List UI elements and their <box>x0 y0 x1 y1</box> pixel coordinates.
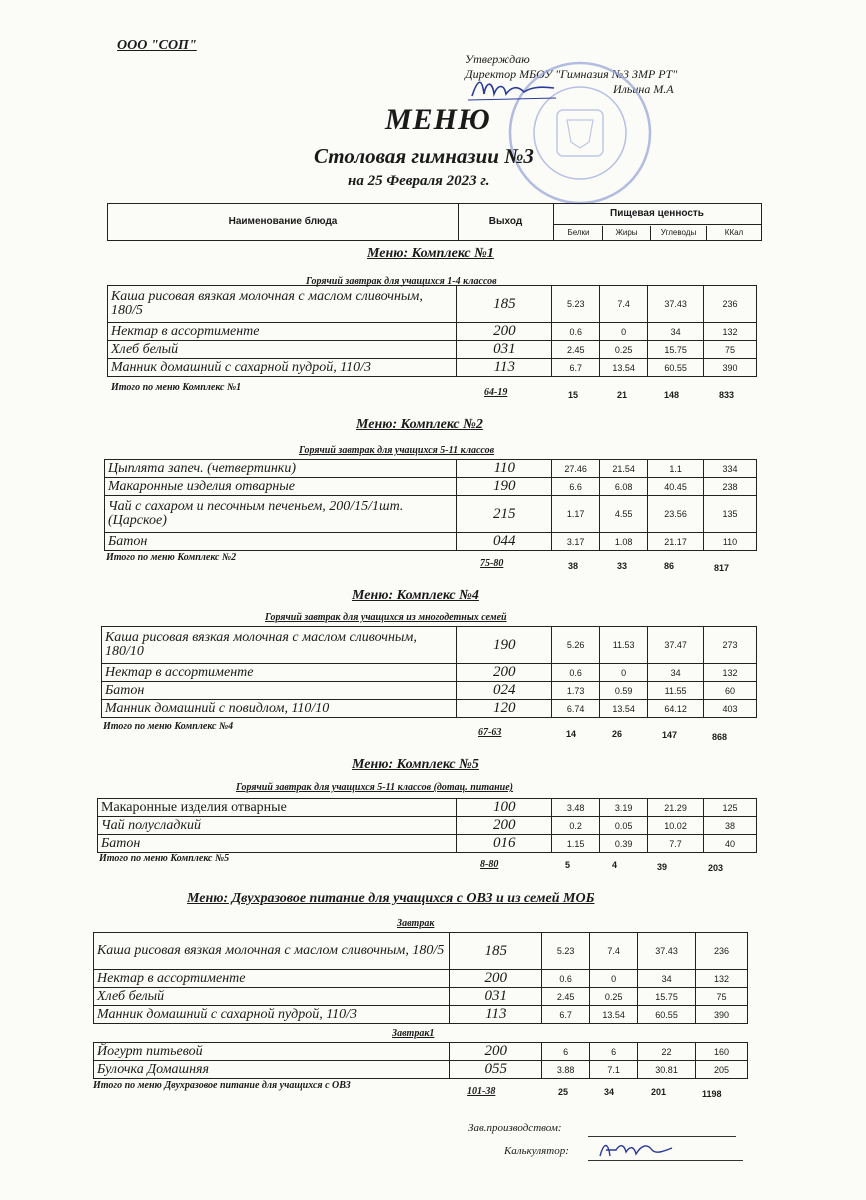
production-signature-line <box>588 1136 736 1137</box>
dish-kcal: 390 <box>704 359 757 377</box>
dish-proteins: 27.46 <box>552 460 600 478</box>
director-name: Ильина М.А <box>613 82 674 96</box>
dish-proteins: 3.17 <box>552 533 600 551</box>
approve-line: Утверждаю <box>465 52 530 66</box>
table-row <box>102 664 757 682</box>
dish-name: Чай с сахаром и песочным печеньем, 200/15/1шт. (Царское) <box>105 496 457 533</box>
dish-proteins: 3.88 <box>542 1061 590 1079</box>
dish-carbs: 22 <box>638 1043 696 1061</box>
dish-kcal: 60 <box>704 682 757 700</box>
dish-fats: 0 <box>590 970 638 988</box>
dish-name: Каша рисовая вязкая молочная с маслом сливочным, 180/5 <box>108 286 457 323</box>
organization-name: ООО "СОП" <box>117 38 197 53</box>
dish-name: Цыплята запеч. (четвертинки) <box>105 460 457 478</box>
dish-fats: 0.05 <box>600 817 648 835</box>
dish-output: 031 <box>450 988 542 1006</box>
dish-carbs: 34 <box>648 323 704 341</box>
total-price-complex-1: 64-19 <box>484 387 508 398</box>
dish-output: 190 <box>457 627 552 664</box>
dish-proteins: 6.7 <box>552 359 600 377</box>
dish-fats: 7.1 <box>590 1061 638 1079</box>
calculator-label: Калькулятор: <box>504 1145 569 1157</box>
table-row <box>94 970 748 988</box>
dish-proteins: 0.6 <box>552 323 600 341</box>
dish-fats: 13.54 <box>600 359 648 377</box>
total-label-complex-1: Итого по меню Комплекс №1 <box>111 382 242 393</box>
dish-carbs: 37.43 <box>648 286 704 323</box>
dish-kcal: 132 <box>704 664 757 682</box>
total-fats: 26 <box>612 729 623 739</box>
dish-carbs: 10.02 <box>648 817 704 835</box>
page-subtitle: Столовая гимназии №3 <box>314 144 534 168</box>
table-row <box>98 817 757 835</box>
total-kcal: 1198 <box>702 1089 722 1099</box>
dish-proteins: 1.17 <box>552 496 600 533</box>
dish-output: 110 <box>457 460 552 478</box>
dish-fats: 0 <box>600 664 648 682</box>
menu-table-complex-2 <box>104 459 757 551</box>
dish-kcal: 205 <box>696 1061 748 1079</box>
dish-carbs: 37.47 <box>648 627 704 664</box>
page-title: МЕНЮ <box>385 103 491 136</box>
dish-output: 200 <box>450 970 542 988</box>
dish-fats: 13.54 <box>590 1006 638 1024</box>
dish-name: Нектар в ассортименте <box>102 664 457 682</box>
dish-carbs: 21.17 <box>648 533 704 551</box>
dish-kcal: 403 <box>704 700 757 718</box>
dish-name: Макаронные изделия отварные <box>98 799 457 817</box>
dish-kcal: 135 <box>704 496 757 533</box>
menu-date: на 25 Февраля 2023 г. <box>348 173 490 189</box>
menu-table-complex-1 <box>107 285 757 377</box>
dish-carbs: 7.7 <box>648 835 704 853</box>
dish-carbs: 40.45 <box>648 478 704 496</box>
dish-kcal: 236 <box>696 933 748 970</box>
header-carbs: Углеводы <box>651 226 707 240</box>
dish-name: Чай полусладкий <box>98 817 457 835</box>
total-kcal: 833 <box>719 390 735 400</box>
total-price-ovz: 101-38 <box>467 1086 496 1097</box>
dish-proteins: 0.2 <box>552 817 600 835</box>
calculator-signature <box>596 1138 676 1162</box>
total-carbs: 201 <box>651 1087 667 1097</box>
dish-output: 113 <box>457 359 552 377</box>
header-output: Выход <box>458 204 554 240</box>
dish-name: Нектар в ассортименте <box>108 323 457 341</box>
dish-fats: 0 <box>600 323 648 341</box>
dish-fats: 0.25 <box>590 988 638 1006</box>
table-row <box>105 533 757 551</box>
header-nutrition: Пищевая ценность <box>553 204 761 225</box>
total-kcal: 868 <box>712 732 728 742</box>
dish-name: Манник домашний с сахарной пудрой, 110/3 <box>94 1006 450 1024</box>
header-kcal: ККал <box>724 228 744 237</box>
table-row <box>108 359 757 377</box>
total-fats: 34 <box>604 1087 615 1097</box>
dish-output: 190 <box>457 478 552 496</box>
header-proteins: Белки <box>555 226 603 240</box>
dish-output: 113 <box>450 1006 542 1024</box>
dish-output: 200 <box>457 323 552 341</box>
dish-output: 100 <box>457 799 552 817</box>
dish-proteins: 6.7 <box>542 1006 590 1024</box>
dish-kcal: 40 <box>704 835 757 853</box>
dish-output: 031 <box>457 341 552 359</box>
dish-carbs: 15.75 <box>648 341 704 359</box>
dish-fats: 1.08 <box>600 533 648 551</box>
total-kcal: 817 <box>714 563 730 573</box>
section-subtitle-complex-5: Горячий завтрак для учащихся 5-11 классов (дотац. питание) <box>236 782 513 793</box>
dish-proteins: 2.45 <box>542 988 590 1006</box>
dish-name: Батон <box>105 533 457 551</box>
dish-proteins: 0.6 <box>542 970 590 988</box>
dish-kcal: 38 <box>704 817 757 835</box>
total-proteins: 14 <box>566 729 577 739</box>
table-row <box>105 460 757 478</box>
dish-carbs: 1.1 <box>648 460 704 478</box>
dish-output: 185 <box>457 286 552 323</box>
dish-name: Батон <box>102 682 457 700</box>
total-label-ovz: Итого по меню Двухразовое питание для учащихся с ОВЗ <box>93 1080 351 1091</box>
dish-fats: 6 <box>590 1043 638 1061</box>
table-row <box>105 496 757 533</box>
section-title-complex-5: Меню: Комплекс №5 <box>352 757 479 772</box>
dish-carbs: 34 <box>648 664 704 682</box>
dish-carbs: 37.43 <box>638 933 696 970</box>
dish-output: 120 <box>457 700 552 718</box>
total-kcal: 203 <box>708 863 724 873</box>
dish-output: 024 <box>457 682 552 700</box>
table-row <box>108 286 757 323</box>
dish-output: 016 <box>457 835 552 853</box>
dish-kcal: 160 <box>696 1043 748 1061</box>
dish-proteins: 1.73 <box>552 682 600 700</box>
table-row <box>94 988 748 1006</box>
table-row <box>105 478 757 496</box>
dish-kcal: 132 <box>696 970 748 988</box>
total-fats: 4 <box>612 860 618 870</box>
dish-output: 200 <box>450 1043 542 1061</box>
total-carbs: 39 <box>657 862 668 872</box>
total-carbs: 147 <box>662 730 678 740</box>
dish-fats: 3.19 <box>600 799 648 817</box>
table-row <box>94 933 748 970</box>
dish-output: 215 <box>457 496 552 533</box>
dish-name: Каша рисовая вязкая молочная с маслом сливочным, 180/5 <box>94 933 450 970</box>
dish-name: Манник домашний с повидлом, 110/10 <box>102 700 457 718</box>
dish-output: 055 <box>450 1061 542 1079</box>
dish-output: 044 <box>457 533 552 551</box>
dish-output: 200 <box>457 664 552 682</box>
section-title-complex-2: Меню: Комплекс №2 <box>356 417 483 432</box>
section-subtitle-breakfast1: Завтрак1 <box>392 1028 435 1039</box>
total-label-complex-2: Итого по меню Комплекс №2 <box>106 552 237 563</box>
dish-carbs: 11.55 <box>648 682 704 700</box>
table-row <box>108 323 757 341</box>
total-fats: 21 <box>617 390 628 400</box>
dish-fats: 11.53 <box>600 627 648 664</box>
dish-carbs: 23.56 <box>648 496 704 533</box>
dish-proteins: 5.23 <box>542 933 590 970</box>
table-row <box>94 1043 748 1061</box>
dish-proteins: 3.48 <box>552 799 600 817</box>
dish-kcal: 110 <box>704 533 757 551</box>
total-proteins: 25 <box>558 1087 569 1097</box>
total-carbs: 148 <box>664 390 680 400</box>
dish-name: Батон <box>98 835 457 853</box>
section-subtitle-complex-2: Горячий завтрак для учащихся 5-11 классов <box>299 445 495 456</box>
dish-kcal: 334 <box>704 460 757 478</box>
dish-output: 200 <box>457 817 552 835</box>
menu-table-ovz-breakfast1 <box>93 1042 748 1079</box>
total-fats: 33 <box>617 561 628 571</box>
dish-name: Макаронные изделия отварные <box>105 478 457 496</box>
table-row <box>98 835 757 853</box>
dish-name: Булочка Домашняя <box>94 1061 450 1079</box>
dish-name: Каша рисовая вязкая молочная с маслом сливочным, 180/10 <box>102 627 457 664</box>
dish-proteins: 6 <box>542 1043 590 1061</box>
dish-proteins: 5.23 <box>552 286 600 323</box>
dish-kcal: 236 <box>704 286 757 323</box>
dish-carbs: 21.29 <box>648 799 704 817</box>
dish-output: 185 <box>450 933 542 970</box>
table-row <box>94 1006 748 1024</box>
dish-kcal: 273 <box>704 627 757 664</box>
dish-carbs: 34 <box>638 970 696 988</box>
dish-fats: 7.4 <box>590 933 638 970</box>
table-row <box>98 799 757 817</box>
table-row <box>102 682 757 700</box>
section-subtitle-complex-4: Горячий завтрак для учащихся из многодетных семей <box>265 612 507 623</box>
dish-kcal: 75 <box>696 988 748 1006</box>
dish-proteins: 6.6 <box>552 478 600 496</box>
menu-table-ovz-breakfast <box>93 932 748 1024</box>
table-row <box>102 700 757 718</box>
total-proteins: 5 <box>565 860 571 870</box>
dish-carbs: 60.55 <box>638 1006 696 1024</box>
total-label-complex-4: Итого по меню Комплекс №4 <box>103 721 234 732</box>
section-subtitle-complex-1: Горячий завтрак для учащихся 1-4 классов <box>306 276 497 287</box>
section-title-ovz: Меню: Двухразовое питание для учащихся с ОВЗ и из семей МОБ <box>187 891 595 906</box>
total-carbs: 86 <box>664 561 675 571</box>
table-row <box>108 341 757 359</box>
dish-carbs: 30.81 <box>638 1061 696 1079</box>
director-line: Директор МБОУ "Гимназия №3 ЗМР РТ" <box>465 67 678 81</box>
dish-fats: 4.55 <box>600 496 648 533</box>
section-title-complex-1: Меню: Комплекс №1 <box>367 246 494 261</box>
menu-table-complex-4 <box>101 626 757 718</box>
dish-fats: 6.08 <box>600 478 648 496</box>
dish-fats: 0.59 <box>600 682 648 700</box>
dish-kcal: 132 <box>704 323 757 341</box>
total-proteins: 15 <box>568 390 579 400</box>
section-title-complex-4: Меню: Комплекс №4 <box>352 588 479 603</box>
dish-kcal: 238 <box>704 478 757 496</box>
header-fats: Жиры <box>603 226 651 240</box>
dish-carbs: 64.12 <box>648 700 704 718</box>
total-price-complex-5: 8-80 <box>480 859 499 870</box>
total-price-complex-4: 67-63 <box>478 727 502 738</box>
table-header <box>107 203 762 241</box>
dish-proteins: 0.6 <box>552 664 600 682</box>
dish-proteins: 5.26 <box>552 627 600 664</box>
dish-kcal: 75 <box>704 341 757 359</box>
dish-fats: 0.39 <box>600 835 648 853</box>
dish-name: Нектар в ассортименте <box>94 970 450 988</box>
dish-fats: 7.4 <box>600 286 648 323</box>
dish-carbs: 15.75 <box>638 988 696 1006</box>
total-label-complex-5: Итого по меню Комплекс №5 <box>99 853 230 864</box>
total-proteins: 38 <box>568 561 579 571</box>
dish-name: Хлеб белый <box>108 341 457 359</box>
dish-kcal: 390 <box>696 1006 748 1024</box>
section-subtitle-breakfast: Завтрак <box>397 918 435 929</box>
dish-name: Йогурт питьевой <box>94 1043 450 1061</box>
total-price-complex-2: 75-80 <box>480 558 504 569</box>
dish-fats: 0.25 <box>600 341 648 359</box>
dish-proteins: 2.45 <box>552 341 600 359</box>
dish-fats: 21.54 <box>600 460 648 478</box>
dish-name: Манник домашний с сахарной пудрой, 110/3 <box>108 359 457 377</box>
dish-proteins: 6.74 <box>552 700 600 718</box>
production-manager-label: Зав.производством: <box>468 1122 562 1134</box>
director-signature <box>468 74 558 104</box>
dish-carbs: 60.55 <box>648 359 704 377</box>
menu-table-complex-5 <box>97 798 757 853</box>
dish-name: Хлеб белый <box>94 988 450 1006</box>
dish-kcal: 125 <box>704 799 757 817</box>
table-row <box>94 1061 748 1079</box>
header-dish-name: Наименование блюда <box>108 204 459 240</box>
table-row <box>102 627 757 664</box>
dish-fats: 13.54 <box>600 700 648 718</box>
dish-proteins: 1.15 <box>552 835 600 853</box>
